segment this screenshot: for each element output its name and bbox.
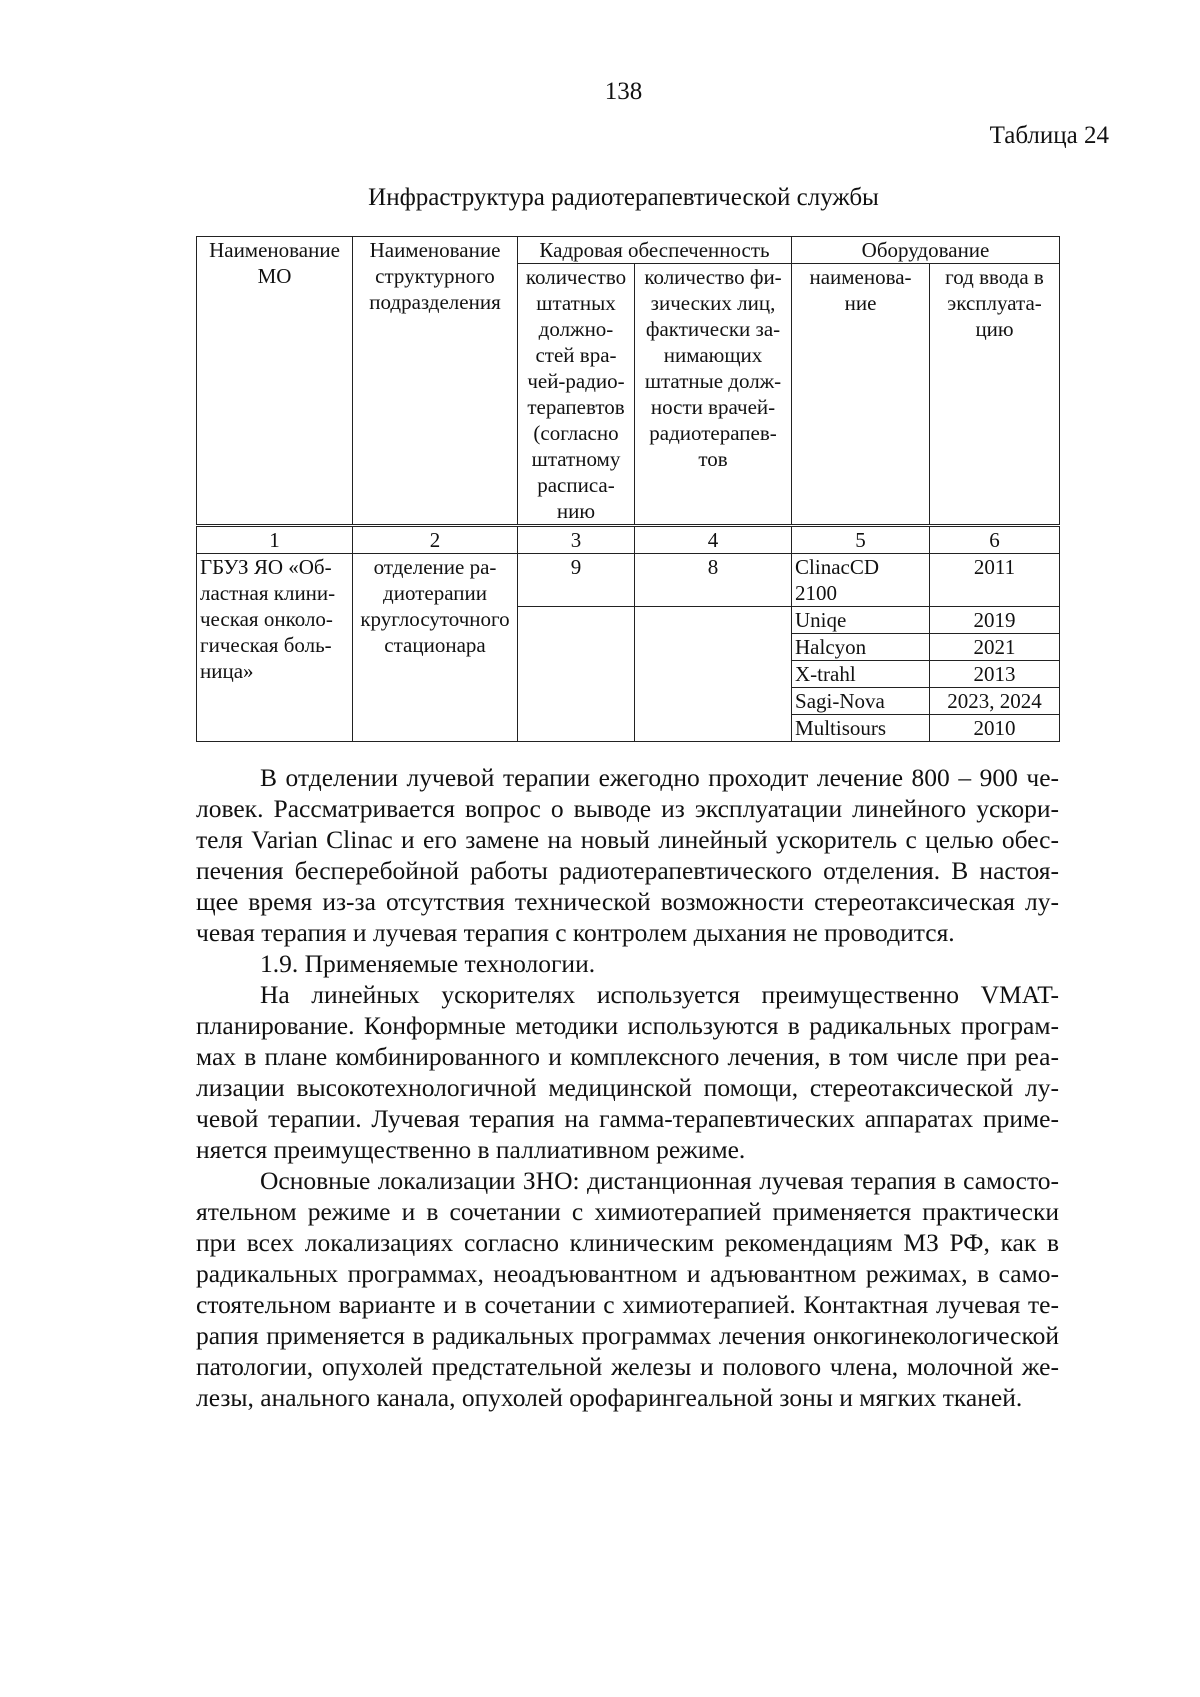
equipment-year-cell: 2023, 2024 [930, 688, 1060, 715]
equipment-year-cell: 2011 [930, 554, 1060, 607]
equipment-name-cell: Halcyon [792, 634, 930, 661]
column-number: 1 [197, 526, 353, 554]
unit-name-cell: отделение ра-диотерапии круглосуточного стационара [353, 554, 518, 742]
equipment-year-cell: 2019 [930, 607, 1060, 634]
paragraph: В отделении лучевой терапии ежегодно проходит лечение 800 – 900 че-ловек. Рассматривается вопрос о выводе из эксплуатации линейного ускори-теля Varian Clinac и его замене на новый линейный ускоритель с целью обес-печения бесперебойной работы радиотерапевтического отделения. В настоя-щее время из-за отсутствия технической возможности стереотаксическая лу-чевая терапия и лучевая терапия с контролем дыхания не проводится. [196, 763, 1059, 947]
positions-count-cell: 9 [518, 554, 635, 607]
header-equip-name: наименова-ние [792, 264, 930, 526]
paragraph: На линейных ускорителях используется преимущественно VMAT-планирование. Конформные методики используются в радикальных програм-мах в плане комбинированного и комплексного лечения, в том числе при реа-лизации высокотехнологичной медицинской помощи, стереотаксической лу-чевой терапии. Лучевая терапия на гамма-терапевтических аппаратах приме-няется преимущественно в паллиативном режиме. [196, 980, 1059, 1164]
equipment-year-cell: 2010 [930, 715, 1060, 742]
equipment-name-cell: X-trahl [792, 661, 930, 688]
equipment-year-cell: 2021 [930, 634, 1060, 661]
equipment-name-cell: ClinacCD 2100 [792, 554, 930, 607]
column-number: 2 [353, 526, 518, 554]
persons-count-cell: 8 [635, 554, 792, 607]
paragraph: Основные локализации ЗНО: дистанционная лучевая терапия в самосто-ятельном режиме и в сочетании с химиотерапией применяется практически при всех локализациях согласно клиническим рекомендациям МЗ РФ, как в радикальных программах, неоадъювантном и адъювантном режимах, в само-стоятельном варианте и в сочетании с химиотерапией. Контактная лучевая те-рапия применяется в радикальных программах лечения онкогинекологической патологии, опухолей предстательной железы и полового члена, молочной же-лезы, анального канала, опухолей орофарингеальной зоны и мягких тканей. [196, 1166, 1059, 1412]
column-number: 4 [635, 526, 792, 554]
column-number: 5 [792, 526, 930, 554]
equipment-year-cell: 2013 [930, 661, 1060, 688]
header-staff-persons: количество фи-зических лиц, фактически за-нимающих штатные долж-ности врачей-радиотерапев-тов [635, 264, 792, 526]
header-equip-year: год ввода в эксплуата-цию [930, 264, 1060, 526]
infrastructure-table [196, 236, 1060, 742]
equipment-name-cell: Multisours [792, 715, 930, 742]
header-staff-positions: количество штатных должно-стей вра-чей-радио-терапевтов (согласно штатному расписа-нию [518, 264, 635, 526]
header-row-1 [197, 237, 1060, 264]
empty-cell [635, 607, 792, 742]
column-number-row [197, 526, 1060, 554]
table-label: Таблица 24 [989, 122, 1109, 149]
header-unit: Наименование структурного подразделения [353, 237, 518, 526]
table-row [197, 554, 1060, 607]
header-mo: Наименование МО [197, 237, 353, 526]
page-number: 138 [604, 78, 643, 105]
section-heading: 1.9. Применяемые технологии. [260, 949, 596, 978]
mo-name-cell: ГБУЗ ЯО «Об-ластная клини-ческая онколо-гическая боль-ница» [197, 554, 353, 742]
column-number: 6 [930, 526, 1060, 554]
table-title: Инфраструктура радиотерапевтической службы [368, 184, 879, 211]
header-equipment: Оборудование [792, 237, 1060, 264]
header-staffing: Кадровая обеспеченность [518, 237, 792, 264]
equipment-name-cell: Uniqe [792, 607, 930, 634]
body-text [196, 762, 1059, 1413]
column-number: 3 [518, 526, 635, 554]
empty-cell [518, 607, 635, 742]
equipment-name-cell: Sagi-Nova [792, 688, 930, 715]
